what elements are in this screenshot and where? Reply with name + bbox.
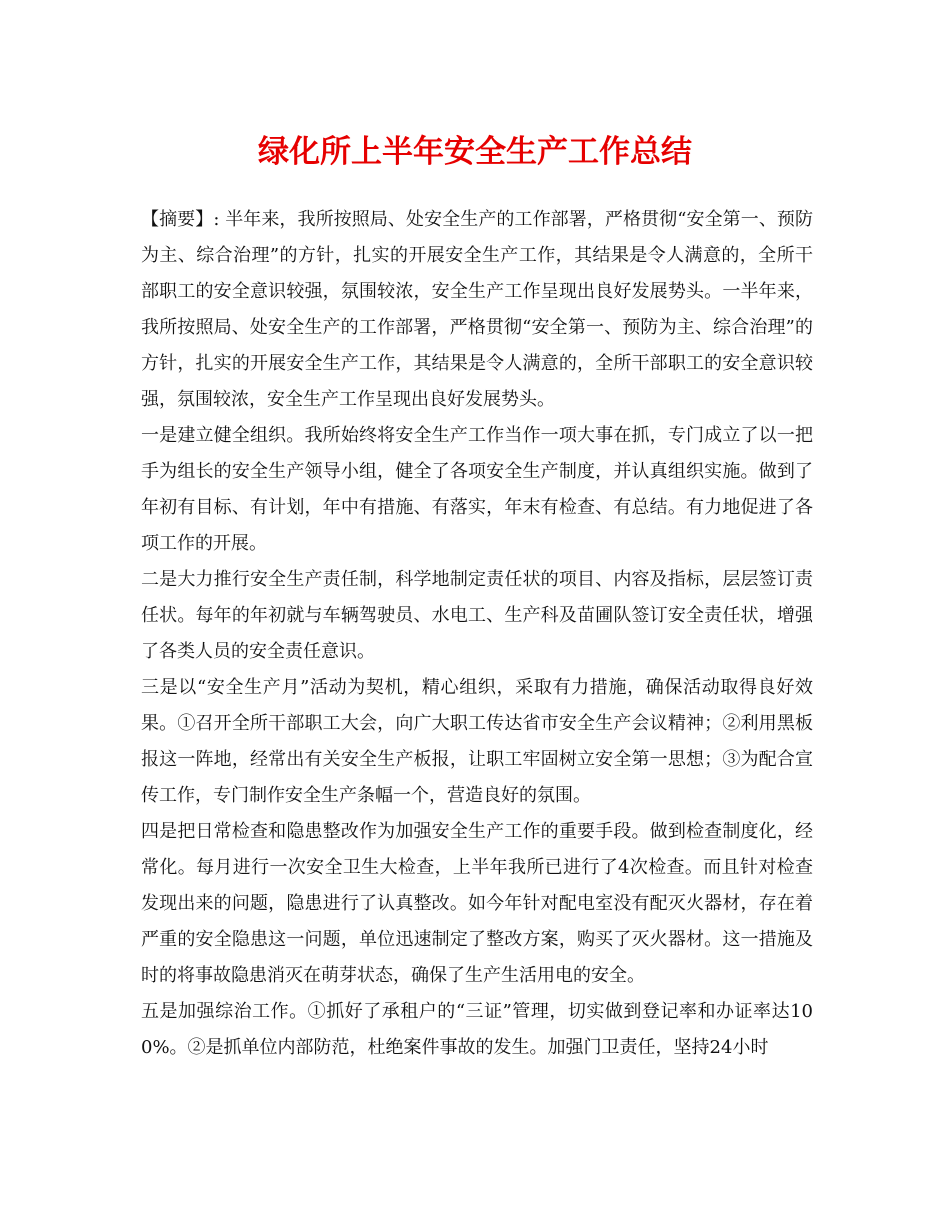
paragraph-5: 五是加强综治工作。①抓好了承租户的“三证”管理，切实做到登记率和办证率达100%。②是抓单位内部防范，杜绝案件事故的发生。加强门卫责任，坚持24小时: [141, 1001, 813, 1058]
paragraph-1: 一是建立健全组织。我所始终将安全生产工作当作一项大事在抓，专门成立了以一把手为组长的安全生产领导小组，健全了各项安全生产制度，并认真组织实施。做到了年初有目标、有计划，年中有措施、有落实，年末有检查、有总结。有力地促进了各项工作的开展。: [141, 425, 813, 554]
paragraph-abstract: 【摘要】: 半年来，我所按照局、处安全生产的工作部署，严格贯彻“安全第一、预防为主、综合治理”的方针，扎实的开展安全生产工作，其结果是令人满意的，全所干部职工的安全意识较强，氛围较浓，安全生产工作呈现出良好发展势头。一半年来，我所按照局、处安全生产的工作部署，严格贯彻“安全第一、预防为主、综合治理”的方针，扎实的开展安全生产工作，其结果是令人满意的，全所干部职工的安全意识较强，氛围较浓，安全生产工作呈现出良好发展势头。: [141, 209, 813, 410]
document-body: [141, 202, 813, 1066]
paragraph-2: 二是大力推行安全生产责任制，科学地制定责任状的项目、内容及指标，层层签订责任状。每年的年初就与车辆驾驶员、水电工、生产科及苗圃队签订安全责任状，增强了各类人员的安全责任意识。: [141, 569, 813, 662]
paragraph-3: 三是以“安全生产月”活动为契机，精心组织，采取有力措施，确保活动取得良好效果。①召开全所干部职工大会，向广大职工传达省市安全生产会议精神；②利用黑板报这一阵地，经常出有关安全生产板报，让职工牢固树立安全第一思想；③为配合宣传工作，专门制作安全生产条幅一个，营造良好的氛围。: [141, 677, 813, 806]
paragraph-4: 四是把日常检查和隐患整改作为加强安全生产工作的重要手段。做到检查制度化，经常化。每月进行一次安全卫生大检查，上半年我所已进行了4次检查。而且针对检查发现出来的问题，隐患进行了认真整改。如今年针对配电室没有配灭火器材，存在着严重的安全隐患这一问题，单位迅速制定了整改方案，购买了灭火器材。这一措施及时的将事故隐患消灭在萌芽状态，确保了生产生活用电的安全。: [141, 821, 813, 986]
document-title: 绿化所上半年安全生产工作总结: [258, 134, 692, 170]
